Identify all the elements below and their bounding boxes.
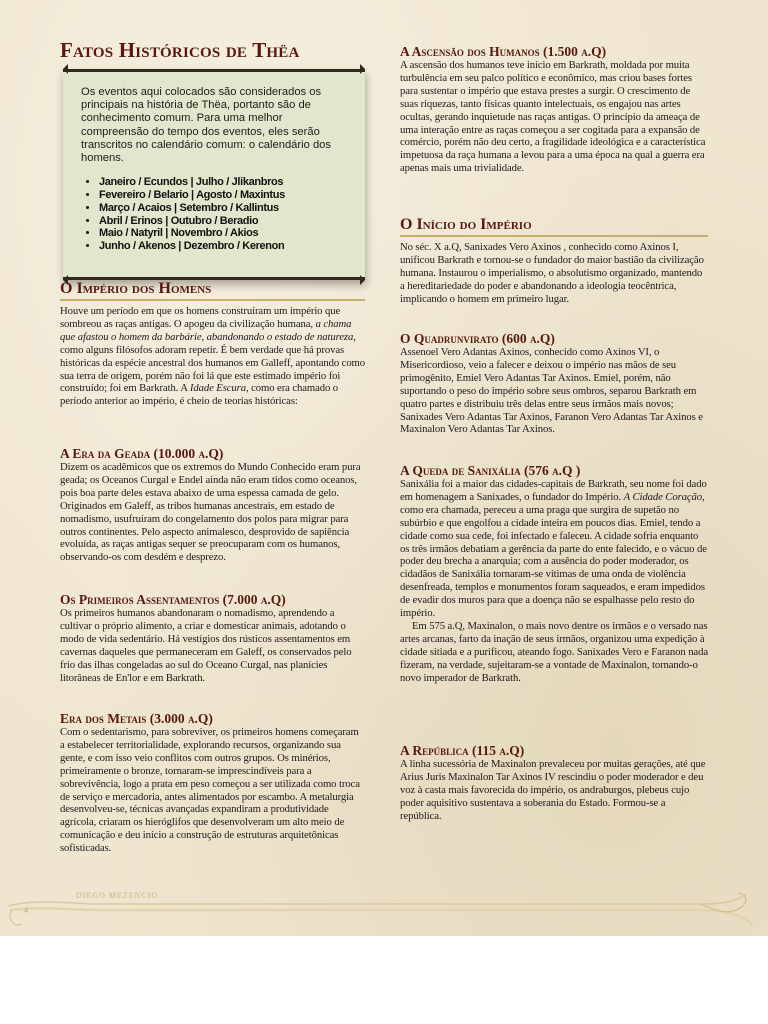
- section-primeiros-assentamentos: [60, 592, 365, 684]
- section-heading: Os Primeiros Assentamentos (7.000 a.Q): [60, 592, 286, 607]
- footer-ornament: [0, 880, 768, 936]
- month-item: • Abril / Erinos | Outubro / Beradio: [99, 215, 353, 228]
- section-heading: O Império dos Homens: [60, 280, 365, 301]
- page-number: 4: [24, 906, 28, 915]
- section-text: Os primeiros humanos abandonaram o nomadismo, aprendendo a cultivar o próprio alimento, a criar e domesticar animais, adotando o modo de vida sedentário. Há vestígios dos rústicos assentamentos em cavernas daqueles que permaneceram em Galeff, os conservados pelo frio das ilhas congeladas ao sul do Oceano Curgal, nas planícies litorâneas de En'lor e em Barkrath.: [60, 607, 352, 684]
- section-inicio-imperio: [400, 216, 708, 306]
- section-text: No séc. X a.Q, Sanixades Vero Axinos , conhecido como Axinos I, unificou Barkrath e tornou-se o fundador do maior bastião da civilização humana. Instaurou o imperialismo, o absolutismo organizado, mantendo a hereditariedade do poder e abandonando a ideologia teocêntrica, implicando o homem em primeiro lugar.: [400, 241, 704, 305]
- month-list: [81, 176, 353, 253]
- section-text: Dizem os acadêmicos que os extremos do Mundo Conhecido eram pura geada; os Oceanos Curgal e Endel ainda não eram tidos como oceanos, pois boa parte deles estava abaixo de uma espessa camada de gelo. Originados em Galeff, as tribos humanas ancestrais, em estado de nomadismo, usufruíram do congelamento dos polos para migrar para outros continentes. Pelo aspecto animalesco, desprovido de sapiência evoluída, as raças antigas sequer se preocuparam com os humanos, observando-os com desdém e desprezo.: [60, 461, 361, 564]
- section-ascensao: [400, 44, 708, 175]
- sidebar-intro: Os eventos aqui colocados são considerados os principais na história de Thëa, portanto são de conhecimento comum. Para uma melhor compreensão do tempo dos eventos, eles serão transcritos no calendário comum: o calendário dos homens.: [81, 86, 331, 165]
- sidebar-corner: [360, 64, 370, 74]
- text-emphasis: Idade Escura: [189, 382, 246, 395]
- section-heading: A Queda de Sanixália (576 a.Q ): [400, 463, 581, 478]
- text-run: Houve um período em que os homens construíram um império que sombreou as raças antigas. O apogeu da civilização humana,: [60, 305, 341, 330]
- month-item: • Março / Acaios | Setembro / Kallintus: [99, 202, 353, 215]
- text-run: Sanixália foi a maior das cidades-capitais de Barkrath, seu nome foi dado em homenagem a Sanixades, o fundador do Império.: [400, 478, 707, 503]
- section-republica: [400, 743, 708, 823]
- section-text: [60, 305, 365, 408]
- month-item: • Maio / Natyril | Novembro / Akios: [99, 227, 353, 240]
- sidebar-corner: [58, 64, 68, 74]
- section-heading: O Início do Império: [400, 216, 708, 237]
- section-text: Com o sedentarismo, para sobreviver, os primeiros homens começaram a estabelecer territorialidade, explorando recursos, organizando sua gente, e com isso veio conflitos com outros grupos. Os minérios, primeiramente o bronze, tornaram-se imprescindíveis para a sobrevivência, logo a prata em peso começou a ser utilizada como troca de serviço e mercadoria, antes alimentados por escambo. A metalurgia desenvolveu-se, técnicas avançadas expandiram a produtividade agrícola, criaram os hieróglifos que desenvolveram um alto meio de comunicação e deu início a construção de estruturas arquitetônicas sofisticadas.: [60, 726, 360, 855]
- footer-author: DIEGO MEZENCIO: [76, 891, 159, 900]
- calendar-sidebar: [63, 69, 365, 280]
- section-heading: O Quadrunvirato (600 a.Q): [400, 331, 555, 346]
- section-heading: A Ascensão dos Humanos (1.500 a.Q): [400, 44, 607, 59]
- text-run: , como alguns filósofos adoram repetir. É bem verdade que há provas históricas da espécie ancestral dos humanos em Galleff, apontando como sua terra de origem, porém não foi lá que este estimado império foi construído; foi em Barkrath. A: [60, 330, 366, 395]
- section-text: [400, 478, 708, 620]
- section-text: Em 575 a.Q, Maxinalon, o mais novo dentre os irmãos e o versado nas artes arcanas, farto da inação de seus irmãos, organizou uma expedição à cidade sitiada e a purificou, ateando fogo. Sanixades Vero e Faranon nada fizeram, na verdade, sujeitaram-se a vontade de Maxinalon, tornando-o novo imperador de Barkrath.: [400, 619, 708, 684]
- text-emphasis: a chama que afastou o homem da barbárie, abandonando o estado de natureza: [60, 317, 354, 343]
- section-queda-sanixalia: [400, 463, 708, 685]
- text-emphasis: A Cidade Coração: [623, 490, 702, 503]
- section-text: Assenoel Vero Adantas Axinos, conhecido como Axinos VI, o Misericordioso, veio a falecer e deixou o império nas mãos de seu primogênito, Emiel Vero Adantas Tar Axinos. Emiel, porém, não suportando o peso do império sobre seus ombros, separou Barkrath em quatro partes e distribuiu três delas entre seus irmãos mais novos; Sanixades Vero Adantas Tar Axinos, Faranon Vero Adantas Tar Axinos e Maxinalon Vero Adantas Tar Axinos.: [400, 346, 703, 436]
- section-heading: A República (115 a.Q): [400, 743, 525, 758]
- section-text: A ascensão dos humanos teve início em Barkrath, moldada por muita turbulência em seu palco político e econômico, mas criou bases fortes para sustentar o império que estava prestes a surgir. O crescimento de suas riquezas, tanto físicas quanto intelectuais, os engajou nas artes ocultas, gerando inquietude nas raças antigas. O princípio da ameaça de uma interação entre as raças começou a ser cogitada para a expansão de comércio, porém não deu certo, a fragilidade ideológica e a característica impetuosa da raça humana a levou para a uma época na qual a guerra era apenas mais uma trivialidade.: [400, 59, 706, 175]
- section-quadrunvirato: [400, 331, 708, 436]
- section-text: A linha sucessória de Maxinalon prevaleceu por muitas gerações, até que Arius Juris Maxinalon Tar Axinos IV rescindiu o poder moderador e deu voz à casta mais favorecida do império, os andraburgos, plebeus cujo poder aquisitivo sustentava a soberania do Estado. Formou-se a república.: [400, 758, 706, 822]
- month-item: • Fevereiro / Belario | Agosto / Maxintus: [99, 189, 353, 202]
- page-title: Fatos Históricos de Thëa: [60, 38, 300, 62]
- section-heading: A Era da Geada (10.000 a.Q): [60, 446, 224, 461]
- text-run: , como era chamada, pereceu a uma praga que surgira de supetão no subúrbio e que engolfou a cidade inteira em poucos dias. Emiel, tendo a cidade como sua cede, foi infectado e faleceu. A cidade sofria enquanto os três irmãos debatiam a gerência da parte do ente falecido, e o vácuo de poder deu brecha a anarquia; com a ausência do poder moderador, os cidadãos de Sanixália tornaram-se vítimas de uma onda de violência desenfreada, templos e monumentos foram saqueados, e eram impedidos de evadir dos muros para que a doença não se espalhasse pelo resto do império.: [400, 490, 707, 620]
- section-era-geada: [60, 446, 365, 564]
- month-item: • Janeiro / Ecundos | Julho / Jlikanbros: [99, 176, 353, 189]
- section-imperio-homens: [60, 280, 365, 408]
- month-item: • Junho / Akenos | Dezembro / Kerenon: [99, 240, 353, 253]
- section-heading: Era dos Metais (3.000 a.Q): [60, 711, 213, 726]
- text-run: , como era chamado o período anterior ao império, é cheio de teorias históricas:: [60, 382, 339, 408]
- section-era-metais: [60, 711, 365, 855]
